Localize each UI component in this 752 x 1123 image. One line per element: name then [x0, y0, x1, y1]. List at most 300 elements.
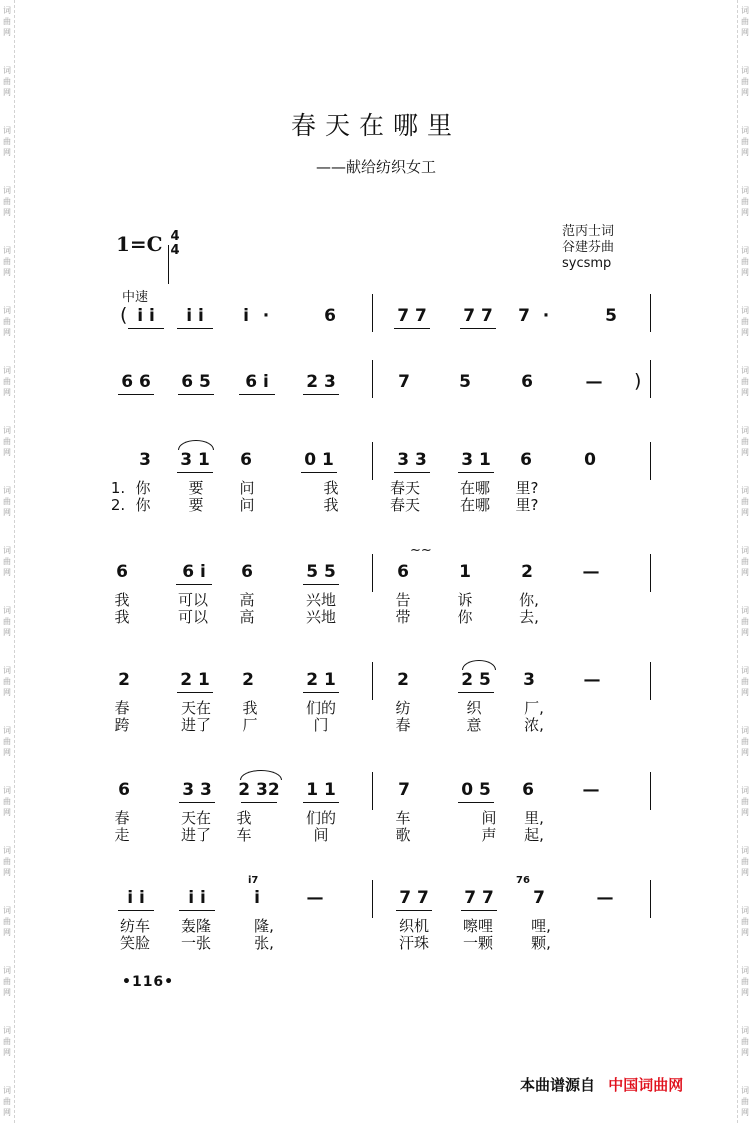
note: i i [137, 306, 155, 326]
lyric-verse2: 进了 [180, 826, 212, 844]
lyric-verse1: 春 [114, 699, 130, 717]
lyric-verse2: 高 [239, 608, 255, 626]
watermark-char: 网 [3, 208, 11, 217]
lyric-verse2: 我 [114, 608, 130, 626]
note: 3 [139, 450, 151, 470]
song-title: 春天在哪里 [290, 111, 461, 140]
beam [301, 472, 337, 473]
watermark-char: 网 [741, 268, 749, 277]
lyric-verse2: 你 [457, 608, 473, 626]
lyric-verse1: 嚓哩 [462, 917, 494, 935]
time-signature-bottom: 4 [170, 243, 180, 258]
note: · [262, 306, 270, 326]
lyric-verse1: 厂, [524, 699, 544, 717]
beam [396, 910, 432, 911]
watermark-char: 词 [3, 1026, 11, 1035]
lyric-verse2: 可以 [177, 608, 209, 626]
watermark-char: 网 [741, 688, 749, 697]
watermark-char: 词 [741, 546, 749, 555]
beam [460, 328, 496, 329]
lyric-verse2: 在哪 [459, 496, 491, 514]
score-line [0, 780, 752, 895]
bar-line [650, 880, 651, 918]
hold-dash: — [596, 888, 614, 908]
beam [461, 910, 497, 911]
watermark-char: 网 [3, 448, 11, 457]
note: 7 [398, 372, 410, 392]
note: 6 [240, 450, 252, 470]
note: i [243, 306, 249, 326]
watermark-char: 词 [741, 6, 749, 15]
watermark-char: 曲 [3, 17, 11, 26]
watermark-char: 词 [3, 666, 11, 675]
beam [118, 394, 154, 395]
watermark-char: 曲 [3, 197, 11, 206]
beam [118, 910, 154, 911]
lyric-verse1: 要 [188, 479, 204, 497]
beam [458, 802, 494, 803]
lyric-verse1: 里, [524, 809, 544, 827]
watermark-char: 网 [3, 28, 11, 37]
note: 1 1 [306, 780, 336, 800]
bar-line [372, 442, 373, 480]
lyric-verse1: 春 [114, 809, 130, 827]
lyric-verse2: 颗, [531, 934, 551, 952]
repeat-paren: ( [120, 304, 128, 326]
lyric-verse1: 织机 [398, 917, 430, 935]
watermark-char: 词 [3, 846, 11, 855]
note: · [542, 306, 550, 326]
note: 5 [605, 306, 617, 326]
watermark-char: 曲 [3, 857, 11, 866]
note: 6 [521, 372, 533, 392]
bar-line [372, 772, 373, 810]
lyric-verse2: 问 [239, 496, 255, 514]
time-signature [168, 230, 182, 258]
watermark-char: 网 [3, 1108, 11, 1117]
beam [179, 802, 215, 803]
watermark-char: 词 [3, 606, 11, 615]
lyric-verse1: 织 [466, 699, 482, 717]
beam [394, 472, 430, 473]
watermark-char: 网 [741, 448, 749, 457]
watermark-char: 词 [741, 186, 749, 195]
lyric-verse2: 张, [254, 934, 274, 952]
lyric-verse1: 告 [395, 591, 411, 609]
note: 2 1 [180, 670, 210, 690]
watermark-char: 网 [741, 208, 749, 217]
watermark-char: 曲 [741, 1037, 749, 1046]
lyric-verse1: 们的 [305, 809, 337, 827]
note: 7 7 [463, 306, 493, 326]
note: 3 3 [182, 780, 212, 800]
note: 6 [397, 562, 409, 582]
watermark-char: 曲 [741, 497, 749, 506]
watermark-char: 曲 [3, 977, 11, 986]
watermark-char: 曲 [741, 257, 749, 266]
watermark-char: 词 [3, 546, 11, 555]
hold-dash: — [306, 888, 324, 908]
beam [177, 692, 213, 693]
watermark-char: 曲 [741, 17, 749, 26]
note: i i [188, 888, 206, 908]
credits [562, 224, 614, 272]
key-signature: 1=C [116, 232, 163, 256]
lyric-verse2: 门 [313, 716, 329, 734]
watermark-char: 曲 [741, 77, 749, 86]
lyric-verse1: 高 [239, 591, 255, 609]
watermark-char: 曲 [741, 617, 749, 626]
lyric-verse1: 间 [481, 809, 497, 827]
watermark-char: 曲 [3, 317, 11, 326]
note: 0 5 [461, 780, 491, 800]
lyric-verse2: 厂 [242, 716, 258, 734]
watermark-char: 网 [3, 928, 11, 937]
beam [128, 328, 164, 329]
beam [179, 910, 215, 911]
beam [241, 802, 277, 803]
watermark-char: 曲 [3, 797, 11, 806]
bar-line [372, 880, 373, 918]
beam [394, 328, 430, 329]
lyric-verse1: 纺 [395, 699, 411, 717]
lyric-verse2: 跨 [114, 716, 130, 734]
bar-line [650, 360, 651, 398]
watermark-char: 词 [741, 906, 749, 915]
note: 6 [324, 306, 336, 326]
watermark-char: 词 [3, 486, 11, 495]
lyric-verse1: 你, [519, 591, 539, 609]
watermark-char: 网 [3, 388, 11, 397]
bar-line [650, 294, 651, 332]
watermark-char: 网 [3, 508, 11, 517]
note: 6 [116, 562, 128, 582]
watermark-char: 词 [741, 846, 749, 855]
lyric-verse2: 一颗 [462, 934, 494, 952]
watermark-char: 网 [741, 388, 749, 397]
watermark-char: 网 [741, 928, 749, 937]
lyric-verse2: 声 [481, 826, 497, 844]
site-name[interactable]: 中国词曲网 [608, 1076, 684, 1094]
score-line [0, 543, 752, 677]
beam [239, 394, 275, 395]
hold-dash: — [585, 372, 603, 392]
watermark-char: 曲 [741, 317, 749, 326]
watermark-char: 曲 [3, 1097, 11, 1106]
note: 6 [520, 450, 532, 470]
lyric-verse1: 1. [110, 479, 126, 497]
note: 3 1 [180, 450, 210, 470]
bar-line [372, 662, 373, 700]
note: 2 [118, 670, 130, 690]
watermark-char: 网 [741, 988, 749, 997]
beam [177, 328, 213, 329]
note: 5 5 [306, 562, 336, 582]
note: 2 [242, 670, 254, 690]
watermark-char: 网 [3, 628, 11, 637]
bar-line [650, 772, 651, 810]
watermark-char: 网 [3, 688, 11, 697]
watermark-char: 网 [741, 28, 749, 37]
note: 6 5 [181, 372, 211, 392]
watermark-char: 网 [741, 1048, 749, 1057]
watermark-char: 网 [3, 988, 11, 997]
lyric-verse2: 起, [524, 826, 544, 844]
watermark-char: 词 [741, 366, 749, 375]
time-signature-top: 4 [170, 229, 180, 244]
lyric-verse1: 你 [135, 479, 151, 497]
bar-line [650, 442, 651, 480]
note: 2 [521, 562, 533, 582]
page-number: •116• [122, 974, 175, 990]
note: 2 5 [461, 670, 491, 690]
note: 7 [533, 888, 545, 908]
lyric-verse1: 在哪 [459, 479, 491, 497]
watermark-char: 曲 [3, 77, 11, 86]
lyric-verse2: 车 [236, 826, 252, 844]
watermark-char: 词 [3, 246, 11, 255]
watermark-char: 曲 [741, 797, 749, 806]
watermark-char: 网 [741, 508, 749, 517]
watermark-char: 曲 [741, 977, 749, 986]
lyric-verse1: 隆, [254, 917, 274, 935]
lyric-verse1: 纺车 [119, 917, 151, 935]
lyric-verse2: 要 [188, 496, 204, 514]
note: i i [127, 888, 145, 908]
beam [303, 802, 339, 803]
note: 6 [118, 780, 130, 800]
lyric-verse2: 兴地 [305, 608, 337, 626]
note: 6 i [245, 372, 269, 392]
note: 3 3 [397, 450, 427, 470]
watermark-char: 曲 [741, 677, 749, 686]
score-line [0, 670, 752, 785]
lyric-verse1: 我 [242, 699, 258, 717]
note: 1 [459, 562, 471, 582]
watermark-char: 网 [3, 88, 11, 97]
lyric-verse1: 哩, [531, 917, 551, 935]
watermark-char: 网 [3, 148, 11, 157]
watermark-char: 网 [741, 328, 749, 337]
watermark-char: 词 [3, 126, 11, 135]
note: i i [186, 306, 204, 326]
lyric-verse2: 我 [323, 496, 339, 514]
watermark-char: 曲 [3, 377, 11, 386]
lyric-verse2: 笑脸 [119, 934, 151, 952]
watermark-char: 曲 [741, 917, 749, 926]
watermark-char: 词 [3, 726, 11, 735]
lyric-verse1: 天在 [180, 699, 212, 717]
watermark-char: 词 [741, 306, 749, 315]
watermark-char: 网 [741, 88, 749, 97]
beam [458, 692, 494, 693]
note: 7 7 [464, 888, 494, 908]
watermark-char: 曲 [741, 137, 749, 146]
watermark-char: 词 [3, 1086, 11, 1095]
note: 6 [522, 780, 534, 800]
lyric-verse2: 2. [110, 496, 126, 514]
watermark-char: 词 [741, 66, 749, 75]
grace-note: i7 [248, 875, 259, 886]
watermark-char: 网 [741, 628, 749, 637]
watermark-char: 网 [3, 808, 11, 817]
watermark-char: 曲 [3, 1037, 11, 1046]
note: 7 7 [397, 306, 427, 326]
note: 6 6 [121, 372, 151, 392]
watermark-char: 词 [741, 426, 749, 435]
watermark-char: 曲 [3, 257, 11, 266]
lyric-verse2: 里? [515, 496, 539, 514]
watermark-char: 词 [3, 966, 11, 975]
watermark-char: 曲 [741, 1097, 749, 1106]
composer: 谷建芬曲 [562, 240, 615, 255]
watermark-char: 词 [3, 906, 11, 915]
note: 7 [518, 306, 530, 326]
lyric-verse1: 车 [395, 809, 411, 827]
lyric-verse1: 天在 [180, 809, 212, 827]
watermark-char: 词 [3, 66, 11, 75]
lyric-verse2: 走 [114, 826, 130, 844]
watermark-char: 词 [741, 246, 749, 255]
hold-dash: — [582, 780, 600, 800]
lyric-verse1: 诉 [457, 591, 473, 609]
watermark-char: 词 [741, 1026, 749, 1035]
note: 2 [397, 670, 409, 690]
watermark-char: 曲 [3, 137, 11, 146]
watermark-char: 网 [741, 748, 749, 757]
lyric-verse1: 里? [515, 479, 539, 497]
tempo-marking: 中速 [122, 290, 149, 305]
lyric-verse2: 春 [395, 716, 411, 734]
watermark-char: 词 [3, 186, 11, 195]
repeat-paren: ) [634, 370, 642, 392]
watermark-char: 词 [3, 306, 11, 315]
watermark-char: 网 [3, 268, 11, 277]
lyric-verse2: 意 [466, 716, 482, 734]
watermark-char: 词 [741, 486, 749, 495]
beam [176, 584, 212, 585]
watermark-char: 曲 [3, 917, 11, 926]
watermark-char: 曲 [741, 737, 749, 746]
beam [177, 472, 213, 473]
watermark-char: 词 [741, 606, 749, 615]
watermark-char: 网 [741, 568, 749, 577]
watermark-char: 网 [3, 1048, 11, 1057]
watermark-char: 网 [741, 868, 749, 877]
note: 3 1 [461, 450, 491, 470]
note: 5 [459, 372, 471, 392]
lyric-verse1: 我 [236, 809, 252, 827]
lyric-verse1: 可以 [177, 591, 209, 609]
lyric-verse2: 歌 [395, 826, 411, 844]
lyric-verse2: 你 [135, 496, 151, 514]
uploader: sycsmp [562, 256, 612, 271]
watermark-char: 词 [741, 726, 749, 735]
note: 6 i [182, 562, 206, 582]
watermark-char: 曲 [741, 197, 749, 206]
beam [458, 472, 494, 473]
lyric-verse1: 兴地 [305, 591, 337, 609]
watermark-char: 词 [3, 426, 11, 435]
watermark-char: 曲 [3, 497, 11, 506]
lyric-verse1: 问 [239, 479, 255, 497]
lyric-verse2: 汗珠 [398, 934, 430, 952]
lyric-verse1: 我 [114, 591, 130, 609]
watermark-char: 网 [3, 328, 11, 337]
watermark-char: 词 [741, 966, 749, 975]
lyric-verse2: 进了 [180, 716, 212, 734]
lyric-verse2: 间 [313, 826, 329, 844]
note: 3 [523, 670, 535, 690]
bar-line [650, 662, 651, 700]
score-line [0, 875, 752, 1003]
lyric-verse1: 们的 [305, 699, 337, 717]
note: 6 [241, 562, 253, 582]
note: 7 [398, 780, 410, 800]
beam [303, 692, 339, 693]
watermark-char: 曲 [741, 437, 749, 446]
note: 0 1 [304, 450, 334, 470]
watermark-char: 网 [3, 748, 11, 757]
score-line [0, 450, 752, 565]
watermark-char: 网 [741, 148, 749, 157]
watermark-char: 词 [741, 1086, 749, 1095]
watermark-char: 曲 [3, 737, 11, 746]
watermark-char: 网 [3, 568, 11, 577]
beam [303, 394, 339, 395]
bar-line [372, 554, 373, 592]
watermark-char: 曲 [3, 557, 11, 566]
note: i [254, 888, 260, 908]
watermark-char: 词 [3, 786, 11, 795]
trill-mark: ~~ [410, 543, 432, 558]
watermark-char: 曲 [3, 437, 11, 446]
lyric-verse1: 我 [323, 479, 339, 497]
watermark-char: 网 [741, 808, 749, 817]
bar-line [372, 294, 373, 332]
lyric-verse2: 一张 [180, 934, 212, 952]
hold-dash: — [583, 670, 601, 690]
watermark-char: 词 [3, 366, 11, 375]
bar-line [372, 360, 373, 398]
beam [178, 394, 214, 395]
watermark-char: 曲 [741, 857, 749, 866]
hold-dash: — [582, 562, 600, 582]
note: 0 [584, 450, 596, 470]
note: 2 32 [238, 780, 280, 800]
watermark-char: 曲 [3, 677, 11, 686]
grace-note: 76 [516, 875, 530, 886]
lyric-verse2: 去, [519, 608, 539, 626]
lyric-verse2: 春天 [389, 496, 421, 514]
watermark-char: 词 [741, 126, 749, 135]
watermark-char: 曲 [741, 377, 749, 386]
song-subtitle: ——献给纺织女工 [315, 158, 436, 176]
bar-line [650, 554, 651, 592]
source-footer [520, 1074, 683, 1095]
source-label: 本曲谱源自 [520, 1076, 596, 1094]
watermark-char: 网 [3, 868, 11, 877]
lyric-verse2: 浓, [524, 716, 544, 734]
watermark-char: 网 [741, 1108, 749, 1117]
lyric-verse2: 带 [395, 608, 411, 626]
lyricist: 范丙士词 [562, 224, 615, 239]
note: 2 3 [306, 372, 336, 392]
beam [303, 584, 339, 585]
note: 7 7 [399, 888, 429, 908]
watermark-char: 曲 [3, 617, 11, 626]
watermark-char: 词 [3, 6, 11, 15]
